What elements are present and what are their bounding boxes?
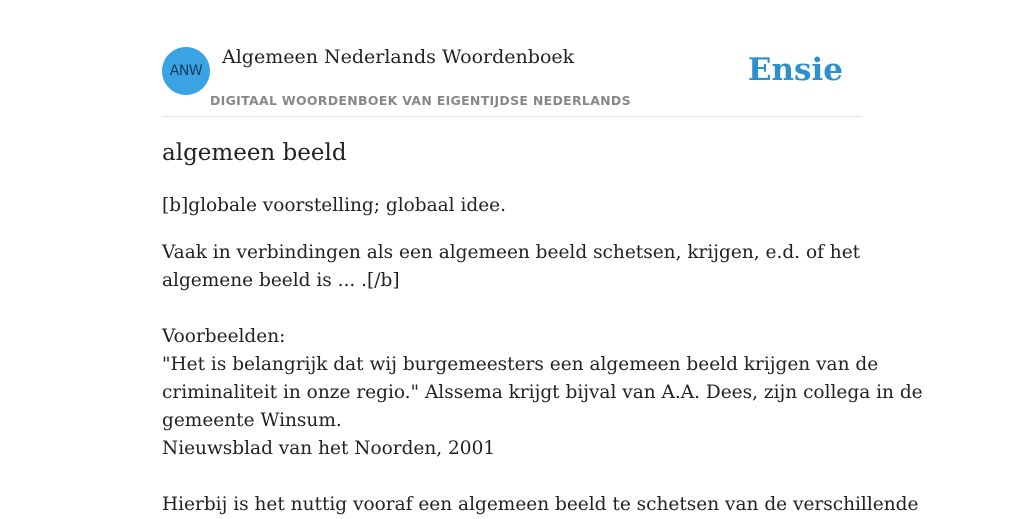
usage-line: Vaak in verbindingen als een algemeen beeld schetsen, krijgen, e.d. of het <box>162 242 861 263</box>
anw-logo[interactable] <box>162 47 210 95</box>
dictionary-subtitle: DIGITAAL WOORDENBOEK VAN EIGENTIJDSE NEDERLANDS <box>210 93 631 108</box>
examples-label: Voorbeelden: <box>162 326 286 347</box>
logo-text: ANW <box>169 63 203 79</box>
page <box>162 0 923 515</box>
example-line: "Het is belangrijk dat wij burgemeesters een algemeen beeld krijgen van de <box>162 354 879 375</box>
example-line: gemeente Winsum. <box>162 410 342 431</box>
usage-line: algemene beeld is ... .[/b] <box>162 270 400 291</box>
entry-headword: algemeen beeld <box>162 140 347 166</box>
entry-body <box>162 239 923 519</box>
spacer <box>162 295 862 323</box>
entry-definition: [b]globale voorstelling; globaal idee. <box>162 195 506 216</box>
dictionary-title[interactable]: Algemeen Nederlands Woordenboek <box>222 46 575 68</box>
ensie-brand-link[interactable]: Ensie <box>747 52 843 88</box>
example-line: Hierbij is het nuttig vooraf een algemeen beeld te schetsen van de verschillende <box>162 494 919 515</box>
spacer <box>162 463 862 491</box>
example-source: Nieuwsblad van het Noorden, 2001 <box>162 438 496 459</box>
example-line: criminaliteit in onze regio." Alssema krijgt bijval van A.A. Dees, zijn collega in de <box>162 382 923 403</box>
site-header <box>162 0 862 117</box>
